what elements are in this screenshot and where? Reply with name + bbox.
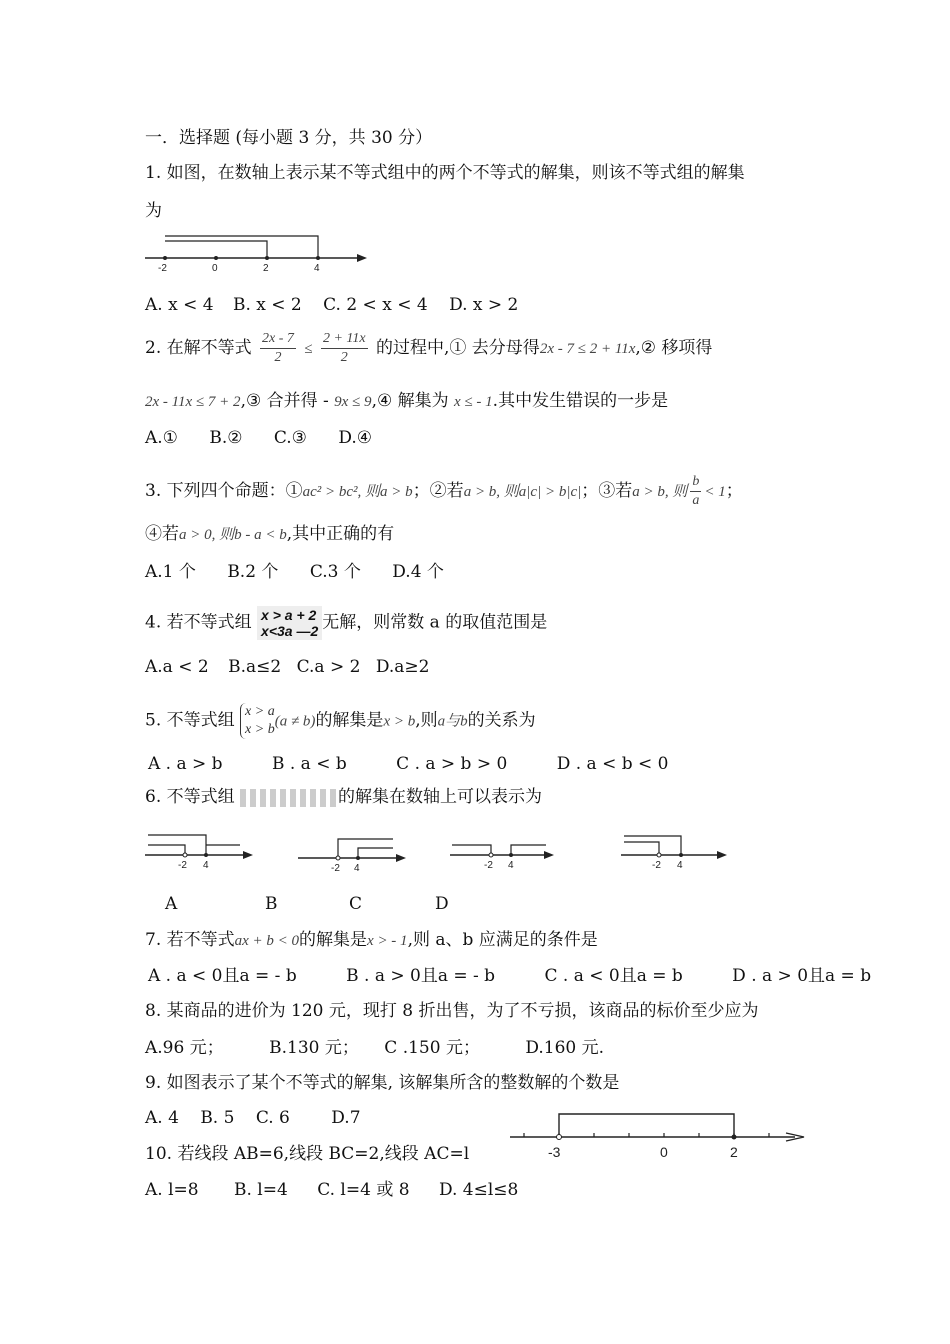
q4-option-c[interactable]: C.a > 2	[296, 657, 361, 677]
q3-sep1: ；②若	[412, 481, 464, 501]
q9-stem: 9. 如图表示了某个不等式的解集, 该解集所含的整数解的个数是	[145, 1073, 620, 1093]
q10-option-a[interactable]: A. l=8	[145, 1180, 199, 1200]
section-header: 一．选择题 (每小题 3 分，共 30 分）	[145, 128, 433, 148]
q1-option-a[interactable]: A. x < 4	[145, 295, 214, 315]
q4-option-a[interactable]: A.a < 2	[145, 657, 209, 677]
q6-d-tick: -2	[652, 860, 661, 871]
q9-options	[145, 1107, 387, 1129]
q1-stem-line1: 1. 如图，在数轴上表示某不等式组中的两个不等式的解集，则该不等式组的解集	[145, 163, 745, 183]
q3-sep2: ；③若	[581, 481, 633, 501]
q10-option-b[interactable]: B. l=4	[234, 1180, 288, 1200]
q5-option-a[interactable]: A . a > b	[148, 754, 223, 774]
q2-option-d[interactable]: D.④	[338, 428, 372, 448]
q7-prefix: 7. 若不等式	[145, 930, 235, 950]
q1-bracket-lt4	[165, 236, 318, 258]
q2-after2: ,③ 合并得 -	[240, 391, 329, 411]
q1-stem-line2: 为	[145, 201, 162, 221]
q5-stem	[145, 703, 536, 739]
q1-axis-arrow	[357, 254, 367, 262]
q7-options	[148, 965, 897, 987]
q8-option-d[interactable]: D.160 元.	[525, 1038, 605, 1058]
q3-option-b[interactable]: B.2 个	[227, 562, 279, 582]
q6-figure-b	[298, 828, 410, 873]
q3-prefix: 3. 下列四个命题：①	[145, 481, 303, 501]
q6-choice-labels	[165, 893, 449, 915]
q5-condition: (a ≠ b)	[274, 713, 316, 730]
q2-le-symbol: ≤	[304, 341, 313, 357]
q2-mid: 的过程中,① 去分母得	[376, 338, 540, 358]
q1-option-b[interactable]: B. x < 2	[232, 295, 302, 315]
q3-option-c[interactable]: C.3 个	[309, 562, 361, 582]
q4-stem	[145, 606, 547, 640]
q3-line2-end: ,其中正确的有	[286, 524, 395, 544]
q3-stem-line1	[145, 473, 743, 510]
q10-stem: 10. 若线段 AB=6,线段 BC=2,线段 AC=l	[145, 1144, 470, 1164]
q6-b-tick: -2	[331, 863, 340, 874]
q2-option-a[interactable]: A.①	[145, 428, 178, 448]
q5-relation: a与b	[437, 713, 468, 730]
q5-option-b[interactable]: B . a < b	[271, 754, 347, 774]
q6-c-tick: 4	[508, 860, 514, 871]
q6-figure-a	[145, 828, 257, 873]
q6-figure-c	[450, 828, 562, 873]
q3-sep3: ；	[725, 481, 743, 501]
q7-mid: 的解集是	[299, 930, 368, 950]
q2-stem-line2	[145, 390, 668, 413]
q5-mid: 的解集是	[315, 710, 384, 731]
q6-prefix: 6. 不等式组	[145, 787, 235, 807]
q1-options	[145, 294, 544, 316]
q5-prefix: 5. 不等式组	[145, 710, 235, 731]
q7-inequality: ax + b < 0	[234, 933, 300, 949]
q4-suffix: 无解，则常数 a 的取值范围是	[322, 612, 548, 633]
q6-system-image	[240, 789, 338, 807]
q7-option-d[interactable]: D . a > 0且a = b	[732, 966, 872, 986]
q7-option-a[interactable]: A . a < 0且a = - b	[148, 966, 297, 986]
q9-tick-label: 0	[660, 1144, 668, 1160]
q5-option-c[interactable]: C . a > b > 0	[396, 754, 508, 774]
q6-figure-d	[621, 828, 733, 873]
q9-tick-label: -3	[548, 1144, 561, 1160]
q7-option-c[interactable]: C . a < 0且a = b	[544, 966, 683, 986]
q2-option-b[interactable]: B.②	[209, 428, 243, 448]
q4-options	[145, 656, 455, 678]
q3-line2-prefix: ④若	[145, 524, 179, 544]
q10-option-c[interactable]: C. l=4 或 8	[317, 1180, 410, 1200]
q9-solution-bracket	[559, 1114, 734, 1137]
q2-end: .其中发生错误的一步是	[492, 391, 669, 411]
q6-label-c[interactable]: C	[349, 894, 363, 914]
q3-stem-line2	[145, 523, 394, 546]
q8-option-b[interactable]: B.130 元；	[269, 1038, 359, 1058]
q3-prop3b: < 1	[704, 484, 726, 500]
q6-stem	[145, 786, 542, 808]
q6-a-tick: -2	[178, 860, 187, 871]
q2-option-c[interactable]: C.③	[273, 428, 307, 448]
q2-step2: 2x - 11x ≤ 7 + 2	[145, 394, 241, 410]
q2-fraction-right: $\frac{2 + 11x}{2}$	[322, 331, 366, 365]
q1-option-d[interactable]: D. x > 2	[449, 295, 519, 315]
q6-label-b[interactable]: B	[265, 894, 278, 914]
q2-step1: 2x - 7 ≤ 2 + 11x	[539, 341, 636, 357]
q4-prefix: 4. 若不等式组	[145, 612, 252, 633]
q8-stem: 8. 某商品的进价为 120 元，现打 8 折出售，为了不亏损，该商品的标价至少应为	[145, 1001, 759, 1021]
q9-option-b[interactable]: B. 5	[200, 1108, 235, 1128]
q3-option-a[interactable]: A.1 个	[145, 562, 196, 582]
q5-system: x > a x > b	[240, 703, 275, 739]
q10-option-d[interactable]: D. 4≤l≤8	[438, 1180, 519, 1200]
q5-mid2: ,则	[415, 710, 438, 731]
q4-option-d[interactable]: D.a≥2	[375, 657, 430, 677]
q9-number-line	[510, 1104, 810, 1164]
q2-after1: ,② 移项得	[635, 338, 713, 358]
q1-tick-label: -2	[158, 263, 167, 274]
q2-options	[145, 427, 398, 449]
q2-step4: x ≤ - 1	[454, 394, 493, 410]
q6-a-tick: 4	[203, 860, 209, 871]
q2-stem-line1	[145, 330, 712, 367]
q4-system-image: x > a + 2 x<3a —2	[257, 606, 322, 640]
q7-solution: x > - 1	[367, 933, 408, 949]
q3-prop4: a > 0, 则b - a < b	[179, 527, 287, 543]
q3-fraction: $\frac{b}{a}$	[692, 474, 700, 508]
q9-option-c[interactable]: C. 6	[255, 1108, 290, 1128]
q3-prop3a: a > b, 则	[632, 484, 688, 500]
q1-number-line	[145, 228, 370, 273]
q1-tick-label: 2	[263, 263, 269, 274]
q2-after3: ,④ 解集为	[371, 391, 449, 411]
q8-option-c[interactable]: C .150 元；	[384, 1038, 480, 1058]
q10-options	[145, 1179, 544, 1201]
q6-suffix: 的解集在数轴上可以表示为	[338, 787, 543, 807]
q3-options	[145, 561, 470, 583]
q7-end: ,则 a、b 应满足的条件是	[407, 930, 598, 950]
q8-option-a[interactable]: A.96 元；	[145, 1038, 224, 1058]
q1-tick-label: 4	[314, 263, 320, 274]
q2-step3: 9x ≤ 9	[334, 394, 372, 410]
q3-option-d[interactable]: D.4 个	[392, 562, 444, 582]
q1-tick-label: 0	[212, 263, 218, 274]
q7-stem	[145, 929, 598, 952]
q3-prop2: a > b, 则a|c| > b|c|	[463, 484, 582, 500]
q6-label-d[interactable]: D	[435, 894, 449, 914]
q1-option-c[interactable]: C. 2 < x < 4	[323, 295, 428, 315]
q6-label-a[interactable]: A	[165, 894, 178, 914]
q4-option-b[interactable]: B.a≤2	[228, 657, 282, 677]
q1-bracket-lt2	[165, 241, 267, 258]
q9-tick-label: 2	[730, 1144, 738, 1160]
q5-option-d[interactable]: D . a < b < 0	[556, 754, 669, 774]
q5-end: 的关系为	[467, 710, 536, 731]
q8-options	[145, 1037, 630, 1059]
q9-option-d[interactable]: D.7	[331, 1108, 361, 1128]
q9-option-a[interactable]: A. 4	[145, 1108, 179, 1128]
q7-option-b[interactable]: B . a > 0且a = - b	[346, 966, 496, 986]
q6-b-tick: 4	[354, 863, 360, 874]
q2-fraction-left: $\frac{2x - 7}{2}$	[262, 331, 294, 365]
q3-prop1: ac² > bc², 则a > b	[302, 484, 413, 500]
q2-prefix: 2. 在解不等式	[145, 338, 252, 358]
q5-solution: x > b	[383, 713, 416, 730]
q6-d-tick: 4	[677, 860, 683, 871]
q5-options	[148, 753, 695, 775]
q6-c-tick: -2	[484, 860, 493, 871]
